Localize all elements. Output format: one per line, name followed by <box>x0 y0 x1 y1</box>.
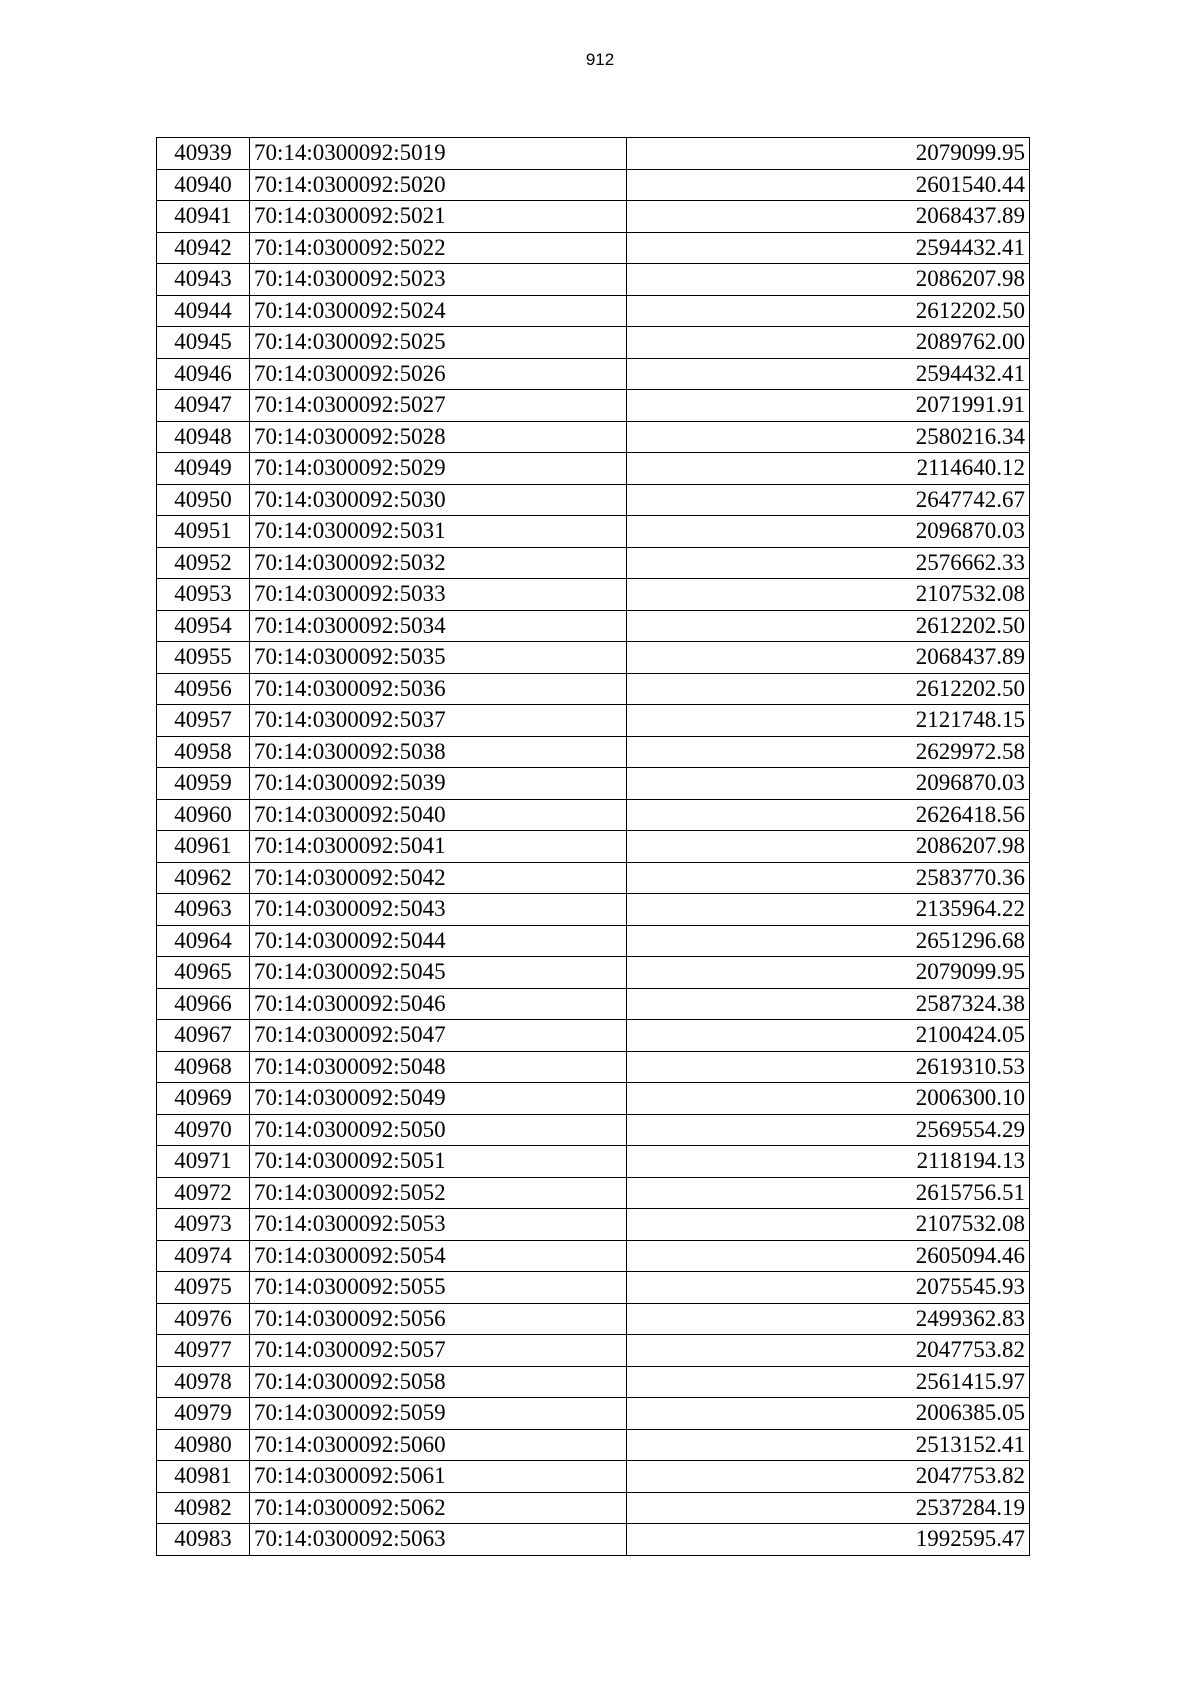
table-row <box>157 736 1030 768</box>
cadastral-number-cell: 70:14:0300092:5052 <box>250 1177 627 1209</box>
row-number-cell: 40953 <box>157 579 250 611</box>
cadastral-number-cell: 70:14:0300092:5037 <box>250 705 627 737</box>
cadastral-number-cell: 70:14:0300092:5038 <box>250 736 627 768</box>
row-number-cell: 40975 <box>157 1272 250 1304</box>
row-number-cell: 40956 <box>157 673 250 705</box>
row-number-cell: 40964 <box>157 925 250 957</box>
cadastral-value-cell: 2075545.93 <box>627 1272 1030 1304</box>
cadastral-value-cell: 2587324.38 <box>627 988 1030 1020</box>
cadastral-value-cell: 2594432.41 <box>627 232 1030 264</box>
row-number-cell: 40969 <box>157 1083 250 1115</box>
page-number: 912 <box>585 50 615 69</box>
row-number-cell: 40941 <box>157 201 250 233</box>
table-body <box>157 138 1030 1556</box>
table-row <box>157 264 1030 296</box>
cadastral-number-cell: 70:14:0300092:5045 <box>250 957 627 989</box>
cadastral-number-cell: 70:14:0300092:5063 <box>250 1524 627 1556</box>
cadastral-number-cell: 70:14:0300092:5029 <box>250 453 627 485</box>
table-row <box>157 925 1030 957</box>
cadastral-number-cell: 70:14:0300092:5021 <box>250 201 627 233</box>
cadastral-value-table <box>156 137 1030 1556</box>
row-number-cell: 40955 <box>157 642 250 674</box>
cadastral-number-cell: 70:14:0300092:5030 <box>250 484 627 516</box>
cadastral-number-cell: 70:14:0300092:5024 <box>250 295 627 327</box>
cadastral-number-cell: 70:14:0300092:5059 <box>250 1398 627 1430</box>
cadastral-value-cell: 2601540.44 <box>627 169 1030 201</box>
row-number-cell: 40970 <box>157 1114 250 1146</box>
cadastral-number-cell: 70:14:0300092:5054 <box>250 1240 627 1272</box>
table-row <box>157 516 1030 548</box>
row-number-cell: 40948 <box>157 421 250 453</box>
table-row <box>157 894 1030 926</box>
row-number-cell: 40983 <box>157 1524 250 1556</box>
row-number-cell: 40977 <box>157 1335 250 1367</box>
row-number-cell: 40942 <box>157 232 250 264</box>
row-number-cell: 40973 <box>157 1209 250 1241</box>
table-row <box>157 1303 1030 1335</box>
cadastral-number-cell: 70:14:0300092:5019 <box>250 138 627 170</box>
cadastral-value-cell: 2121748.15 <box>627 705 1030 737</box>
cadastral-value-cell: 2615756.51 <box>627 1177 1030 1209</box>
table-row <box>157 673 1030 705</box>
cadastral-value-cell: 2612202.50 <box>627 610 1030 642</box>
cadastral-number-cell: 70:14:0300092:5028 <box>250 421 627 453</box>
cadastral-number-cell: 70:14:0300092:5033 <box>250 579 627 611</box>
row-number-cell: 40943 <box>157 264 250 296</box>
cadastral-value-cell: 2135964.22 <box>627 894 1030 926</box>
table-row <box>157 610 1030 642</box>
cadastral-value-cell: 2047753.82 <box>627 1461 1030 1493</box>
table-row <box>157 295 1030 327</box>
row-number-cell: 40947 <box>157 390 250 422</box>
cadastral-value-cell: 2499362.83 <box>627 1303 1030 1335</box>
cadastral-number-cell: 70:14:0300092:5035 <box>250 642 627 674</box>
cadastral-number-cell: 70:14:0300092:5034 <box>250 610 627 642</box>
cadastral-number-cell: 70:14:0300092:5051 <box>250 1146 627 1178</box>
cadastral-value-cell: 2086207.98 <box>627 264 1030 296</box>
cadastral-number-cell: 70:14:0300092:5061 <box>250 1461 627 1493</box>
row-number-cell: 40968 <box>157 1051 250 1083</box>
row-number-cell: 40978 <box>157 1366 250 1398</box>
cadastral-value-cell: 2537284.19 <box>627 1492 1030 1524</box>
table-row <box>157 201 1030 233</box>
cadastral-value-cell: 2096870.03 <box>627 768 1030 800</box>
cadastral-number-cell: 70:14:0300092:5047 <box>250 1020 627 1052</box>
cadastral-value-cell: 2569554.29 <box>627 1114 1030 1146</box>
table-row <box>157 1524 1030 1556</box>
cadastral-value-cell: 2006385.05 <box>627 1398 1030 1430</box>
table-row <box>157 138 1030 170</box>
table-row <box>157 957 1030 989</box>
cadastral-value-cell: 2107532.08 <box>627 579 1030 611</box>
table-row <box>157 390 1030 422</box>
cadastral-value-cell: 2594432.41 <box>627 358 1030 390</box>
table-row <box>157 1429 1030 1461</box>
row-number-cell: 40981 <box>157 1461 250 1493</box>
cadastral-number-cell: 70:14:0300092:5046 <box>250 988 627 1020</box>
row-number-cell: 40982 <box>157 1492 250 1524</box>
table-row <box>157 1461 1030 1493</box>
table-row <box>157 1492 1030 1524</box>
cadastral-value-cell: 2068437.89 <box>627 201 1030 233</box>
cadastral-number-cell: 70:14:0300092:5042 <box>250 862 627 894</box>
row-number-cell: 40976 <box>157 1303 250 1335</box>
cadastral-number-cell: 70:14:0300092:5043 <box>250 894 627 926</box>
table-row <box>157 862 1030 894</box>
cadastral-value-cell: 2006300.10 <box>627 1083 1030 1115</box>
cadastral-value-cell: 2605094.46 <box>627 1240 1030 1272</box>
row-number-cell: 40974 <box>157 1240 250 1272</box>
table-row <box>157 705 1030 737</box>
cadastral-number-cell: 70:14:0300092:5049 <box>250 1083 627 1115</box>
cadastral-number-cell: 70:14:0300092:5060 <box>250 1429 627 1461</box>
row-number-cell: 40958 <box>157 736 250 768</box>
cadastral-value-cell: 2612202.50 <box>627 295 1030 327</box>
cadastral-value-cell: 2047753.82 <box>627 1335 1030 1367</box>
cadastral-number-cell: 70:14:0300092:5031 <box>250 516 627 548</box>
row-number-cell: 40980 <box>157 1429 250 1461</box>
cadastral-value-cell: 2079099.95 <box>627 138 1030 170</box>
cadastral-value-cell: 2583770.36 <box>627 862 1030 894</box>
cadastral-value-cell: 2513152.41 <box>627 1429 1030 1461</box>
table-row <box>157 358 1030 390</box>
table-row <box>157 327 1030 359</box>
table-row <box>157 1240 1030 1272</box>
table-row <box>157 421 1030 453</box>
table-row <box>157 1114 1030 1146</box>
cadastral-value-cell: 2068437.89 <box>627 642 1030 674</box>
cadastral-value-cell: 2089762.00 <box>627 327 1030 359</box>
row-number-cell: 40945 <box>157 327 250 359</box>
cadastral-value-cell: 2629972.58 <box>627 736 1030 768</box>
cadastral-value-cell: 2619310.53 <box>627 1051 1030 1083</box>
cadastral-value-cell: 2086207.98 <box>627 831 1030 863</box>
table-row <box>157 1020 1030 1052</box>
row-number-cell: 40966 <box>157 988 250 1020</box>
cadastral-number-cell: 70:14:0300092:5023 <box>250 264 627 296</box>
table-row <box>157 988 1030 1020</box>
row-number-cell: 40965 <box>157 957 250 989</box>
row-number-cell: 40971 <box>157 1146 250 1178</box>
table-row <box>157 1366 1030 1398</box>
cadastral-value-cell: 2100424.05 <box>627 1020 1030 1052</box>
cadastral-value-cell: 2114640.12 <box>627 453 1030 485</box>
row-number-cell: 40939 <box>157 138 250 170</box>
cadastral-value-cell: 2107532.08 <box>627 1209 1030 1241</box>
cadastral-value-cell: 2626418.56 <box>627 799 1030 831</box>
cadastral-number-cell: 70:14:0300092:5027 <box>250 390 627 422</box>
cadastral-number-cell: 70:14:0300092:5055 <box>250 1272 627 1304</box>
table-row <box>157 1398 1030 1430</box>
row-number-cell: 40949 <box>157 453 250 485</box>
cadastral-number-cell: 70:14:0300092:5039 <box>250 768 627 800</box>
table-row <box>157 642 1030 674</box>
row-number-cell: 40946 <box>157 358 250 390</box>
row-number-cell: 40962 <box>157 862 250 894</box>
cadastral-number-cell: 70:14:0300092:5040 <box>250 799 627 831</box>
cadastral-value-cell: 2071991.91 <box>627 390 1030 422</box>
row-number-cell: 40960 <box>157 799 250 831</box>
cadastral-number-cell: 70:14:0300092:5050 <box>250 1114 627 1146</box>
table-row <box>157 1051 1030 1083</box>
cadastral-value-cell: 2079099.95 <box>627 957 1030 989</box>
row-number-cell: 40959 <box>157 768 250 800</box>
row-number-cell: 40951 <box>157 516 250 548</box>
row-number-cell: 40961 <box>157 831 250 863</box>
cadastral-number-cell: 70:14:0300092:5025 <box>250 327 627 359</box>
row-number-cell: 40952 <box>157 547 250 579</box>
row-number-cell: 40963 <box>157 894 250 926</box>
table-row <box>157 799 1030 831</box>
cadastral-value-cell: 2612202.50 <box>627 673 1030 705</box>
table-row <box>157 232 1030 264</box>
table-row <box>157 169 1030 201</box>
table-row <box>157 1335 1030 1367</box>
table-row <box>157 484 1030 516</box>
cadastral-number-cell: 70:14:0300092:5026 <box>250 358 627 390</box>
cadastral-number-cell: 70:14:0300092:5062 <box>250 1492 627 1524</box>
cadastral-number-cell: 70:14:0300092:5056 <box>250 1303 627 1335</box>
table-row <box>157 453 1030 485</box>
cadastral-value-cell: 2118194.13 <box>627 1146 1030 1178</box>
cadastral-value-cell: 1992595.47 <box>627 1524 1030 1556</box>
table-row <box>157 1146 1030 1178</box>
cadastral-number-cell: 70:14:0300092:5058 <box>250 1366 627 1398</box>
cadastral-number-cell: 70:14:0300092:5022 <box>250 232 627 264</box>
cadastral-number-cell: 70:14:0300092:5057 <box>250 1335 627 1367</box>
table-row <box>157 831 1030 863</box>
row-number-cell: 40979 <box>157 1398 250 1430</box>
table-row <box>157 1272 1030 1304</box>
cadastral-value-cell: 2561415.97 <box>627 1366 1030 1398</box>
table-row <box>157 768 1030 800</box>
cadastral-value-cell: 2651296.68 <box>627 925 1030 957</box>
cadastral-number-cell: 70:14:0300092:5020 <box>250 169 627 201</box>
cadastral-value-cell: 2580216.34 <box>627 421 1030 453</box>
table-row <box>157 1083 1030 1115</box>
row-number-cell: 40954 <box>157 610 250 642</box>
cadastral-number-cell: 70:14:0300092:5032 <box>250 547 627 579</box>
cadastral-number-cell: 70:14:0300092:5053 <box>250 1209 627 1241</box>
table-row <box>157 547 1030 579</box>
cadastral-value-cell: 2096870.03 <box>627 516 1030 548</box>
cadastral-number-cell: 70:14:0300092:5036 <box>250 673 627 705</box>
cadastral-number-cell: 70:14:0300092:5048 <box>250 1051 627 1083</box>
cadastral-value-cell: 2576662.33 <box>627 547 1030 579</box>
cadastral-value-cell: 2647742.67 <box>627 484 1030 516</box>
row-number-cell: 40940 <box>157 169 250 201</box>
row-number-cell: 40944 <box>157 295 250 327</box>
row-number-cell: 40967 <box>157 1020 250 1052</box>
table-row <box>157 1177 1030 1209</box>
row-number-cell: 40957 <box>157 705 250 737</box>
row-number-cell: 40972 <box>157 1177 250 1209</box>
row-number-cell: 40950 <box>157 484 250 516</box>
table-row <box>157 1209 1030 1241</box>
cadastral-number-cell: 70:14:0300092:5044 <box>250 925 627 957</box>
cadastral-number-cell: 70:14:0300092:5041 <box>250 831 627 863</box>
table-row <box>157 579 1030 611</box>
